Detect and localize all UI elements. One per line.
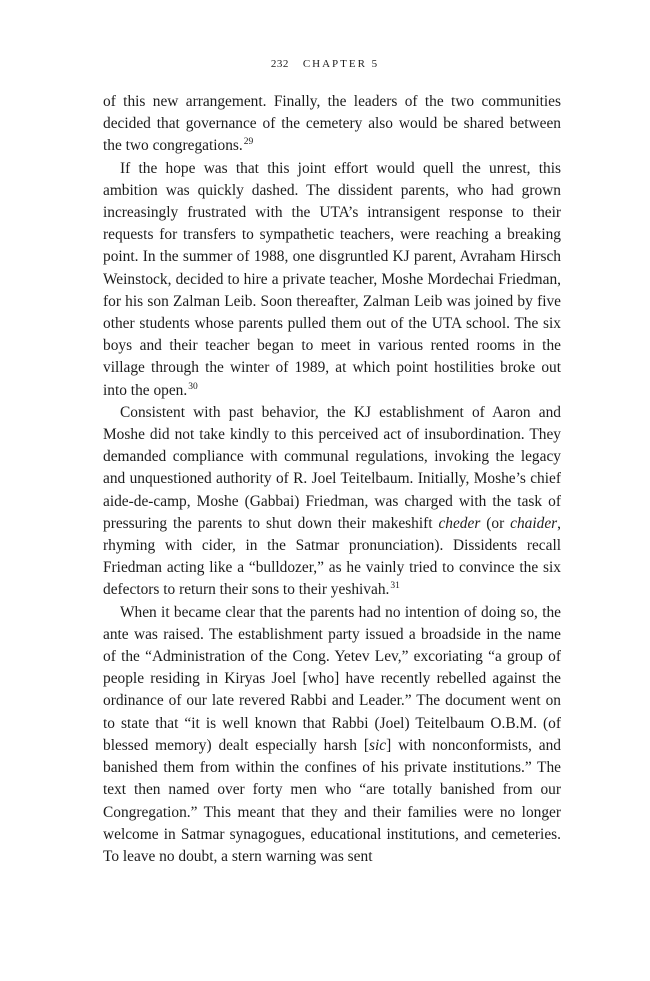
paragraph-text: (or (480, 514, 511, 532)
italic-term: cheder (438, 514, 481, 532)
paragraph-4 (103, 602, 561, 868)
paragraph-text: If the hope was that this joint effort would quell the unrest, this ambition was quickly dashed. The dissident parents, who had grown increasingly frustrated with the UTA’s intransigent response to their requests for transfers to sympathetic teachers, were reaching a breaking point. In the summer of 1988, one disgruntled KJ parent, Avraham Hirsch Weinstock, decided to hire a private teacher, Moshe Mordechai Friedman, for his son Zalman Leib. Soon thereafter, Zalman Leib was joined by five other students whose parents pulled them out of the UTA school. The six boys and their teacher began to meet in various rented rooms in the village through the winter of 1989, at which point hostilities broke out into the open. (103, 159, 561, 399)
page-number: 232 (270, 58, 289, 70)
paragraph-1 (103, 91, 561, 158)
footnote-ref: 31 (390, 581, 400, 592)
chapter-title: CHAPTER 5 (302, 58, 380, 70)
footnote-ref: 30 (188, 381, 198, 392)
paragraph-text: of this new arrangement. Finally, the leaders of the two communities decided that governance of the cemetery also would be shared between the two congregations. (103, 93, 561, 155)
paragraph-text: When it became clear that the parents had no intention of doing so, the ante was raised. The establishment party issued a broadside in the name of the “Administration of the Cong. Yetev Lev,” excoriating “a group of people residing in Kiryas Joel [who] have recently rebelled against the ordinance of our late revered Rabbi and Leader.” The document went on to state that “it is well known that Rabbi (Joel) Teitelbaum O.B.M. (of blessed memory) dealt especially harsh [ (103, 603, 561, 754)
italic-term: sic (368, 736, 387, 754)
paragraph-3 (103, 402, 561, 602)
footnote-ref: 29 (243, 137, 254, 148)
paragraph-text: Consistent with past behavior, the KJ establishment of Aaron and Moshe did not take kindly to this perceived act of insubordination. They demanded compliance with communal regulations, invoking the legacy and unquestioned authority of R. Joel Teitelbaum. Initially, Moshe’s chief aide-de-camp, Moshe (Gabbai) Friedman, was charged with the task of pressuring the parents to shut down their makeshift (103, 403, 561, 532)
running-head (0, 58, 650, 70)
paragraph-text: ] with nonconformists, and banished them from within the confines of his private institutions.” The text then named over forty men who “are totally banished from our Congregation.” This meant that they and their families were no longer welcome in Satmar synagogues, educational institutions, and cemeteries. To leave no doubt, a stern warning was sent (103, 736, 561, 865)
paragraph-2 (103, 158, 561, 402)
body-text (103, 91, 561, 868)
italic-term: chaider (510, 514, 558, 532)
paragraph-text: , rhyming with cider, in the Satmar pronunciation). Dissidents recall Friedman acting like a “bulldozer,” as he vainly tried to convince the six defectors to return their sons to their yeshivah. (103, 514, 561, 599)
